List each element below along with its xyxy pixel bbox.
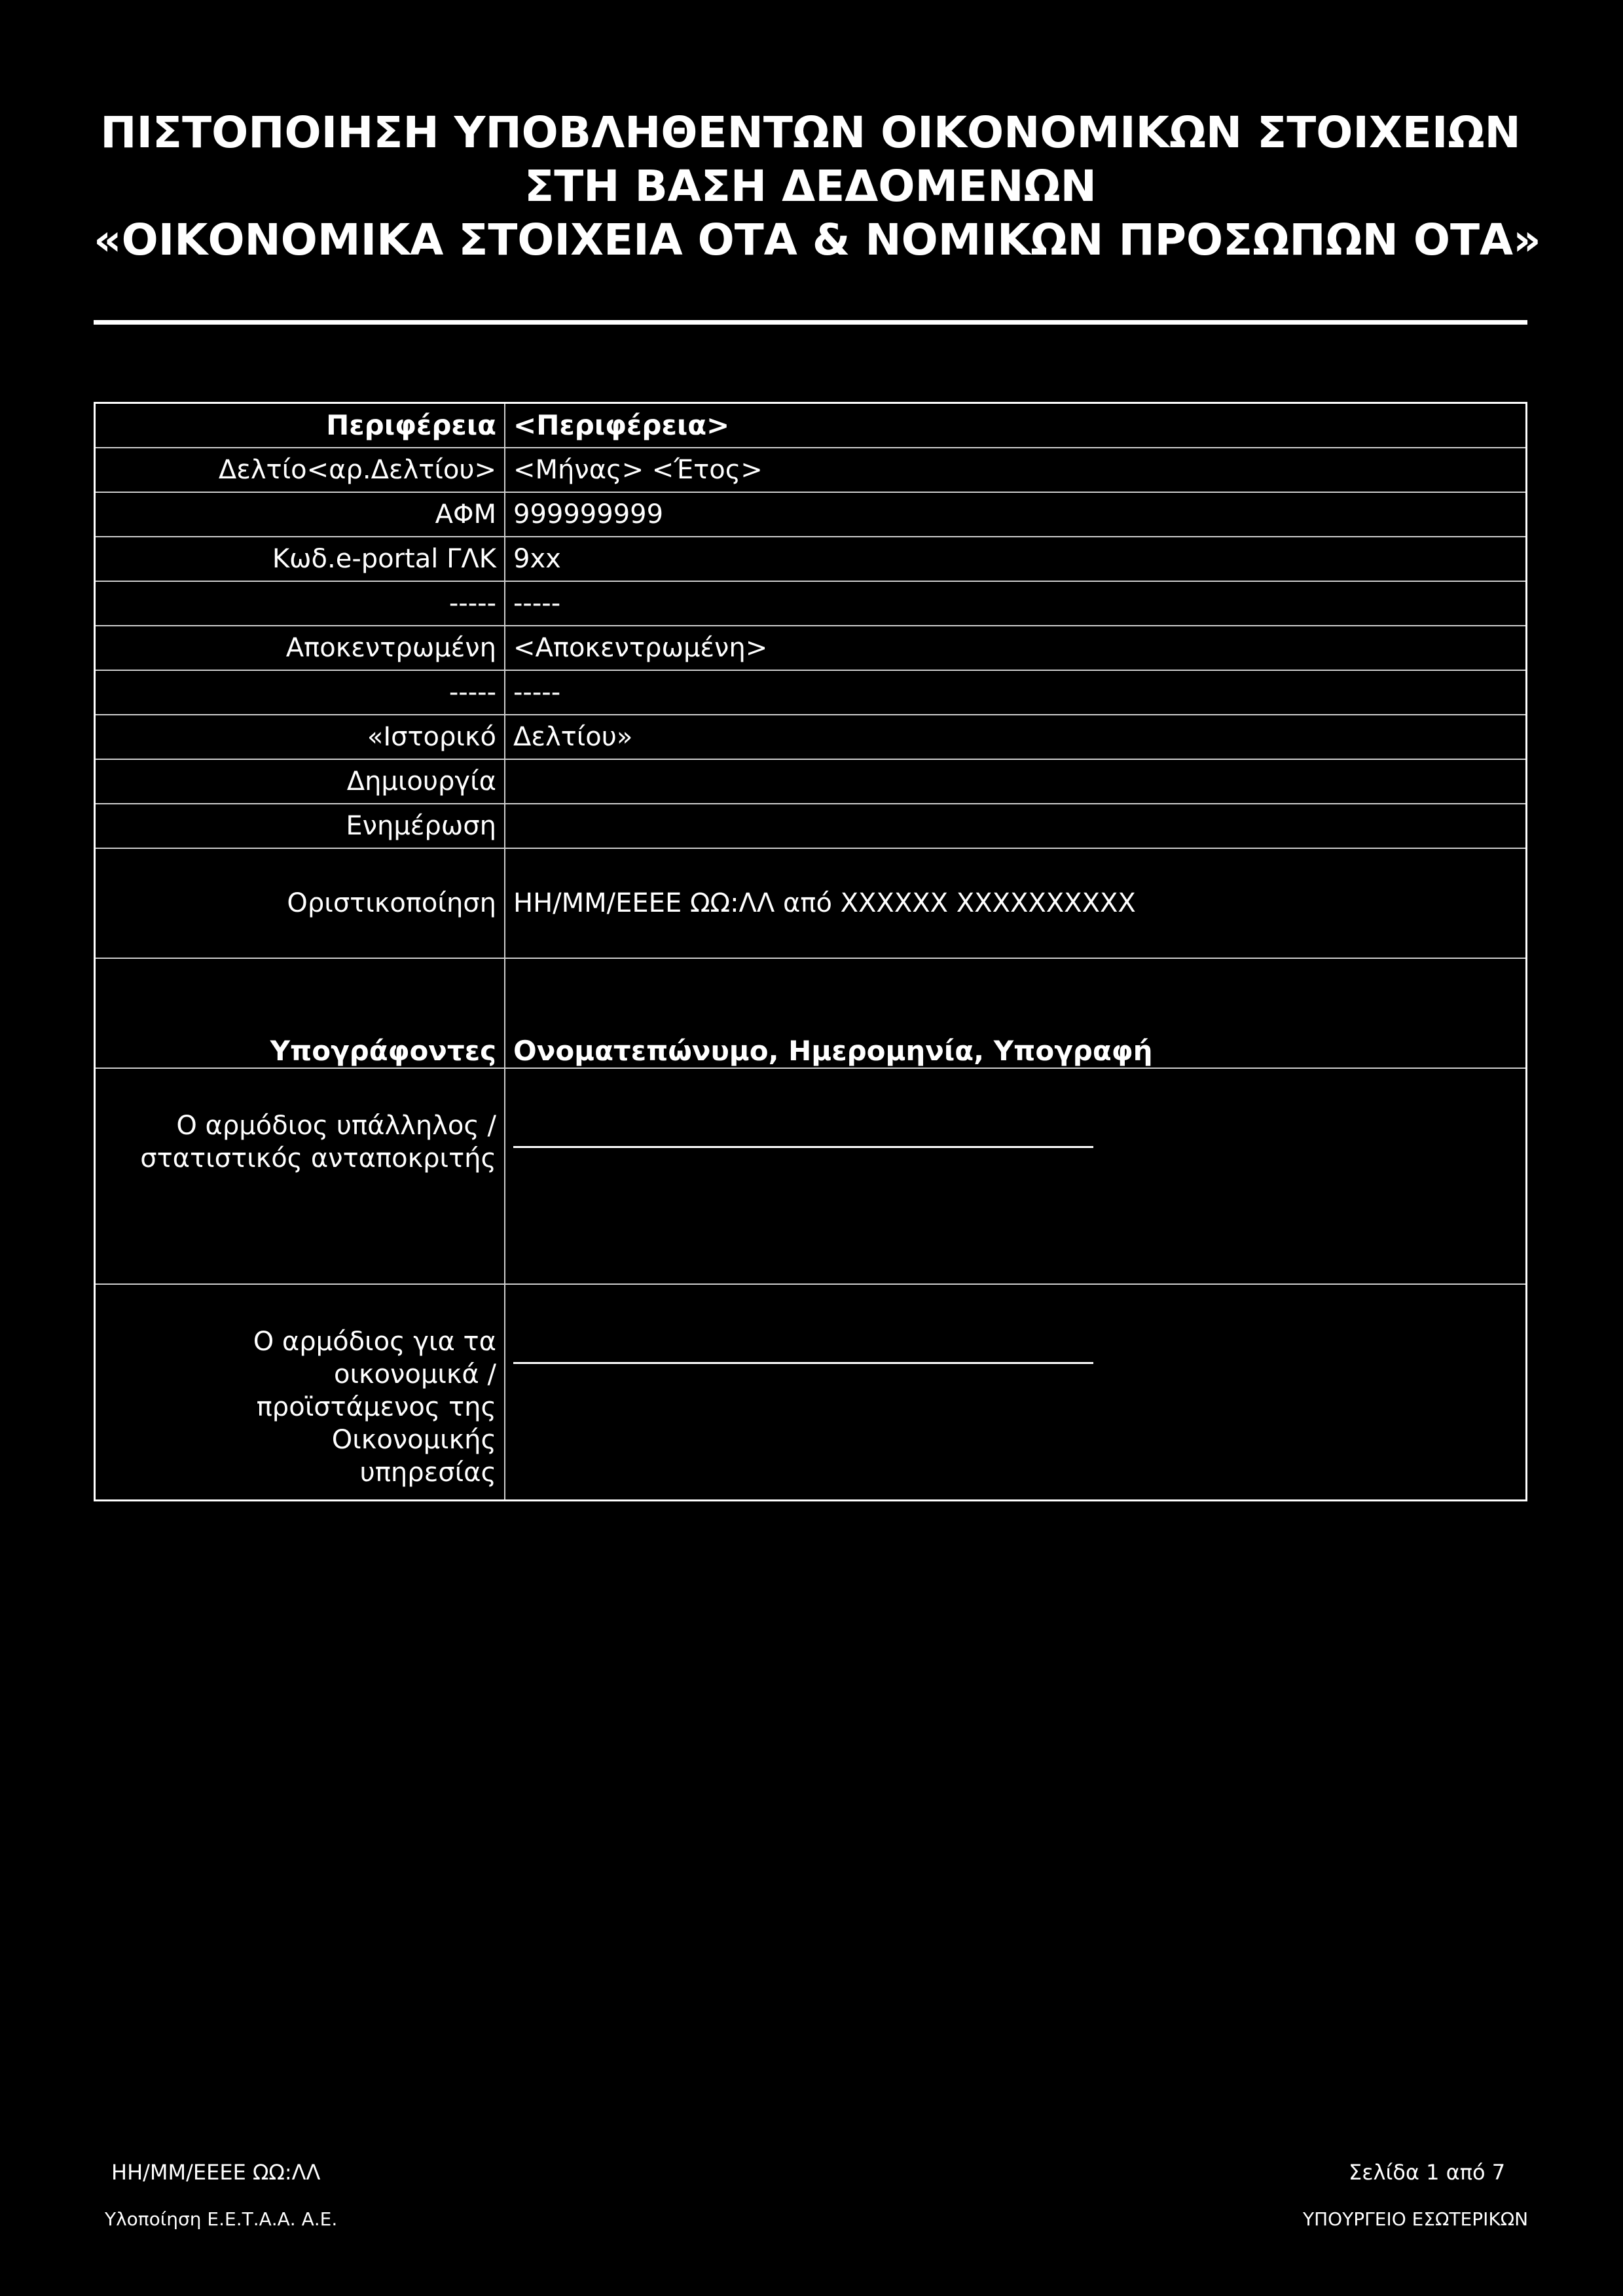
title-line-3: «ΟΙΚΟΝΟΜΙΚΑ ΣΤΟΙΧΕΙΑ ΟΤΑ & ΝΟΜΙΚΩΝ ΠΡΟΣΩΠΩΝ ΟΤΑ» bbox=[94, 215, 1541, 265]
signatory-role-line: υπηρεσίας bbox=[359, 1458, 496, 1488]
row-label: Οριστικοποίηση bbox=[95, 848, 505, 958]
signatory-row bbox=[95, 1068, 1527, 1284]
signatory-role bbox=[95, 1284, 505, 1501]
row-value: Δελτίου» bbox=[505, 715, 1527, 759]
form-row-history-heading bbox=[95, 715, 1527, 759]
title-line-2: ΣΤΗ ΒΑΣΗ ΔΕΔΟΜΕΝΩΝ bbox=[524, 161, 1097, 211]
form-row-separator bbox=[95, 670, 1527, 715]
signature-cell bbox=[505, 1284, 1527, 1501]
form-row-signatories-header bbox=[95, 958, 1527, 1068]
row-value: <Μήνας> <Έτος> bbox=[505, 448, 1527, 492]
row-value: 9xx bbox=[505, 537, 1527, 581]
form-row-finalized bbox=[95, 848, 1527, 958]
row-label: Υπογράφοντες bbox=[95, 958, 505, 1068]
signatory-role-line: στατιστικός ανταποκριτής bbox=[140, 1143, 496, 1174]
footer-datetime: ΗΗ/ΜΜ/ΕΕΕΕ ΩΩ:ΛΛ bbox=[111, 2160, 321, 2185]
form-row-updated bbox=[95, 804, 1527, 848]
title-divider bbox=[94, 320, 1527, 325]
row-label: ----- bbox=[95, 581, 505, 626]
row-value: <Αποκεντρωμένη> bbox=[505, 626, 1527, 670]
row-label: Ενημέρωση bbox=[95, 804, 505, 848]
signatory-row bbox=[95, 1284, 1527, 1501]
footer-implementation: Υλοποίηση Ε.Ε.Τ.Α.Α. Α.Ε. bbox=[105, 2208, 338, 2230]
form-row-region bbox=[95, 403, 1527, 448]
row-label: Κωδ.e-portal ΓΛΚ bbox=[95, 537, 505, 581]
row-label: ΑΦΜ bbox=[95, 492, 505, 537]
row-label: ----- bbox=[95, 670, 505, 715]
form-row-decentralized bbox=[95, 626, 1527, 670]
document-title bbox=[94, 106, 1541, 267]
form-row-report bbox=[95, 448, 1527, 492]
signature-line bbox=[513, 1146, 1093, 1148]
row-value: ΗΗ/ΜΜ/ΕΕΕΕ ΩΩ:ΛΛ από XXXXXX XXXXXXXXXX bbox=[505, 848, 1527, 958]
footer-page-number: Σελίδα 1 από 7 bbox=[1349, 2160, 1506, 2185]
row-value: 999999999 bbox=[505, 492, 1527, 537]
row-value: ----- bbox=[505, 581, 1527, 626]
form-row-separator bbox=[95, 581, 1527, 626]
signatory-role-line: Ο αρμόδιος υπάλληλος / bbox=[176, 1111, 496, 1141]
form-row-eportal-code bbox=[95, 537, 1527, 581]
row-value bbox=[505, 759, 1527, 804]
footer-ministry: ΥΠΟΥΡΓΕΙΟ ΕΣΩΤΕΡΙΚΩΝ bbox=[1303, 2208, 1529, 2230]
signatory-role-line: Ο αρμόδιος για τα οικονομικά / bbox=[253, 1327, 496, 1390]
row-value: Ονοματεπώνυμο, Ημερομηνία, Υπογραφή bbox=[505, 958, 1527, 1068]
signature-line bbox=[513, 1362, 1093, 1364]
signatory-role bbox=[95, 1068, 505, 1284]
form-row-afm bbox=[95, 492, 1527, 537]
row-label: Περιφέρεια bbox=[95, 403, 505, 448]
row-value bbox=[505, 804, 1527, 848]
signatory-role-line: προϊστάμενος της Οικονομικής bbox=[256, 1392, 496, 1455]
form-row-created bbox=[95, 759, 1527, 804]
row-value: ----- bbox=[505, 670, 1527, 715]
certification-form-table bbox=[94, 402, 1527, 1501]
row-label: Δελτίο<αρ.Δελτίου> bbox=[95, 448, 505, 492]
row-value: <Περιφέρεια> bbox=[505, 403, 1527, 448]
title-line-1: ΠΙΣΤΟΠΟΙΗΣΗ ΥΠΟΒΛΗΘΕΝΤΩΝ ΟΙΚΟΝΟΜΙΚΩΝ ΣΤΟΙΧΕΙΩΝ bbox=[100, 107, 1521, 158]
signature-cell bbox=[505, 1068, 1527, 1284]
row-label: Αποκεντρωμένη bbox=[95, 626, 505, 670]
row-label: Δημιουργία bbox=[95, 759, 505, 804]
row-label: «Ιστορικό bbox=[95, 715, 505, 759]
